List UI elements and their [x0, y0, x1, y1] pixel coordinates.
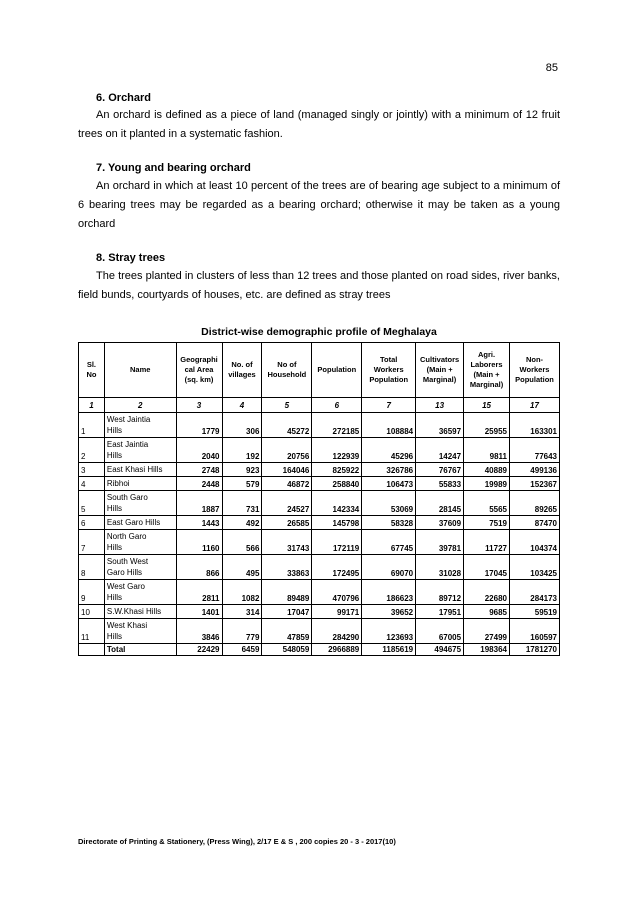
table-cell: 11727: [464, 530, 510, 555]
page-number: 85: [545, 62, 558, 74]
table-cell: 160597: [509, 619, 559, 644]
district-name: West Jaintia Hills: [104, 413, 176, 438]
table-cell: 19989: [464, 477, 510, 491]
table-cell: 69070: [362, 555, 416, 580]
table-cell: 24527: [262, 491, 312, 516]
table-cell: 9685: [464, 605, 510, 619]
district-name: Ribhoi: [104, 477, 176, 491]
table-cell: 731: [222, 491, 262, 516]
table-cell: 866: [176, 555, 222, 580]
table-row: [79, 438, 560, 463]
serial-number: 4: [79, 477, 105, 491]
table-body: [79, 413, 560, 656]
heading-young-bearing-orchard: 7. Young and bearing orchard: [96, 162, 251, 174]
table-cell: 45272: [262, 413, 312, 438]
table-cell: 779: [222, 619, 262, 644]
column-header: Sl. No: [79, 343, 105, 398]
table-row: [79, 477, 560, 491]
district-name: S.W.Khasi Hills: [104, 605, 176, 619]
table-cell: 37609: [416, 516, 464, 530]
district-name: South West Garo Hills: [104, 555, 176, 580]
table-cell: 46872: [262, 477, 312, 491]
table-cell: 825922: [312, 463, 362, 477]
table-cell: 7519: [464, 516, 510, 530]
district-name: South Garo Hills: [104, 491, 176, 516]
table-cell: 45296: [362, 438, 416, 463]
table-cell: 492: [222, 516, 262, 530]
demographic-table: [78, 342, 560, 656]
column-number: 5: [262, 398, 312, 413]
paragraph-stray-trees: The trees planted in clusters of less than 12 trees and those planted on road sides, river banks, field bunds, courtyards of houses, etc. are defined as stray trees: [78, 270, 560, 301]
column-number: 13: [416, 398, 464, 413]
column-header: Total Workers Population: [362, 343, 416, 398]
table-cell: 67005: [416, 619, 464, 644]
table-cell: 103425: [509, 555, 559, 580]
serial-number: 3: [79, 463, 105, 477]
total-cell: 198364: [464, 644, 510, 656]
table-cell: 923: [222, 463, 262, 477]
table-cell: 99171: [312, 605, 362, 619]
table-cell: 284173: [509, 580, 559, 605]
serial-number: 11: [79, 619, 105, 644]
column-number: 6: [312, 398, 362, 413]
table-row: [79, 530, 560, 555]
table-cell: 53069: [362, 491, 416, 516]
total-cell: 1185619: [362, 644, 416, 656]
table-cell: 89712: [416, 580, 464, 605]
total-label: Total: [104, 644, 176, 656]
table-row: [79, 413, 560, 438]
heading-orchard: 6. Orchard: [96, 92, 152, 104]
table-cell: 152367: [509, 477, 559, 491]
total-cell: 1781270: [509, 644, 559, 656]
column-number: 4: [222, 398, 262, 413]
table-cell: 87470: [509, 516, 559, 530]
table-cell: 314: [222, 605, 262, 619]
table-cell: 192: [222, 438, 262, 463]
table-cell: 3846: [176, 619, 222, 644]
table-cell: 284290: [312, 619, 362, 644]
table-cell: 326786: [362, 463, 416, 477]
table-cell: 172119: [312, 530, 362, 555]
table-caption: District-wise demographic profile of Meghalaya: [201, 326, 437, 338]
table-cell: 39652: [362, 605, 416, 619]
table-row: [79, 605, 560, 619]
column-header: No of Household: [262, 343, 312, 398]
serial-number: 1: [79, 413, 105, 438]
district-name: North Garo Hills: [104, 530, 176, 555]
paragraph-young-bearing-orchard: An orchard in which at least 10 percent of the trees are of bearing age subject to a minimum of 6 bearing trees may be regarded as a bearing orchard; otherwise it may be taken as a young orchard: [78, 180, 560, 230]
table-cell: 2040: [176, 438, 222, 463]
column-number: 15: [464, 398, 510, 413]
table-cell: 14247: [416, 438, 464, 463]
table-cell: 17045: [464, 555, 510, 580]
table-cell: 31028: [416, 555, 464, 580]
table-cell: 1887: [176, 491, 222, 516]
table-cell: 9811: [464, 438, 510, 463]
table-cell: 40889: [464, 463, 510, 477]
serial-number: 9: [79, 580, 105, 605]
column-header: Name: [104, 343, 176, 398]
table-cell: 1779: [176, 413, 222, 438]
table-cell: 17047: [262, 605, 312, 619]
table-cell: 579: [222, 477, 262, 491]
table-cell: 59519: [509, 605, 559, 619]
column-header: Cultivators (Main + Marginal): [416, 343, 464, 398]
table-cell: 47859: [262, 619, 312, 644]
table-cell: 108884: [362, 413, 416, 438]
table-cell: 1160: [176, 530, 222, 555]
table-header-row: [79, 343, 560, 398]
column-header: Non- Workers Population: [509, 343, 559, 398]
table-cell: 172495: [312, 555, 362, 580]
total-cell: 22429: [176, 644, 222, 656]
table-cell: 33863: [262, 555, 312, 580]
heading-stray-trees: 8. Stray trees: [96, 252, 166, 264]
table-cell: 2811: [176, 580, 222, 605]
table-cell: 122939: [312, 438, 362, 463]
table-cell: 58328: [362, 516, 416, 530]
table-cell: 164046: [262, 463, 312, 477]
table-cell: 76767: [416, 463, 464, 477]
table-cell: 145798: [312, 516, 362, 530]
table-cell: 142334: [312, 491, 362, 516]
district-name: East Khasi Hills: [104, 463, 176, 477]
total-cell: 6459: [222, 644, 262, 656]
paragraph-orchard: An orchard is defined as a piece of land (managed singly or jointly) with a minimum of 12 fruit trees on it planted in a systematic fashion.: [78, 109, 560, 140]
column-header: Agri. Laborers (Main + Marginal): [464, 343, 510, 398]
column-header: Geographi cal Area (sq. km): [176, 343, 222, 398]
table-cell: 186623: [362, 580, 416, 605]
table-cell: 31743: [262, 530, 312, 555]
column-number: 2: [104, 398, 176, 413]
table-cell: 67745: [362, 530, 416, 555]
total-cell: [79, 644, 105, 656]
table-row: [79, 491, 560, 516]
table-cell: 258840: [312, 477, 362, 491]
table-cell: 55833: [416, 477, 464, 491]
serial-number: 7: [79, 530, 105, 555]
serial-number: 6: [79, 516, 105, 530]
footer-text: Directorate of Printing & Stationery, (Press Wing), 2/17 E & S , 200 copies 20 - 3 - 2017(10): [78, 837, 396, 846]
table-cell: 106473: [362, 477, 416, 491]
table-cell: 77643: [509, 438, 559, 463]
table-cell: 1401: [176, 605, 222, 619]
district-name: West Khasi Hills: [104, 619, 176, 644]
table-cell: 123693: [362, 619, 416, 644]
table-cell: 20756: [262, 438, 312, 463]
column-number-row: [79, 398, 560, 413]
total-row: [79, 644, 560, 656]
table-cell: 22680: [464, 580, 510, 605]
table-cell: 104374: [509, 530, 559, 555]
table-cell: 39781: [416, 530, 464, 555]
column-number: 1: [79, 398, 105, 413]
district-name: East Garo Hills: [104, 516, 176, 530]
table-row: [79, 463, 560, 477]
table-cell: 470796: [312, 580, 362, 605]
serial-number: 8: [79, 555, 105, 580]
total-cell: 494675: [416, 644, 464, 656]
table-cell: 306: [222, 413, 262, 438]
total-cell: 548059: [262, 644, 312, 656]
table-cell: 163301: [509, 413, 559, 438]
column-number: 17: [509, 398, 559, 413]
table-row: [79, 619, 560, 644]
table-row: [79, 516, 560, 530]
table-cell: 272185: [312, 413, 362, 438]
serial-number: 2: [79, 438, 105, 463]
table-cell: 1082: [222, 580, 262, 605]
column-number: 3: [176, 398, 222, 413]
column-header: No. of villages: [222, 343, 262, 398]
table-cell: 89489: [262, 580, 312, 605]
district-name: West Garo Hills: [104, 580, 176, 605]
table-cell: 89265: [509, 491, 559, 516]
column-number: 7: [362, 398, 416, 413]
table-cell: 28145: [416, 491, 464, 516]
table-cell: 566: [222, 530, 262, 555]
table-cell: 26585: [262, 516, 312, 530]
serial-number: 5: [79, 491, 105, 516]
serial-number: 10: [79, 605, 105, 619]
table-cell: 17951: [416, 605, 464, 619]
table-cell: 27499: [464, 619, 510, 644]
table-cell: 5565: [464, 491, 510, 516]
table-cell: 499136: [509, 463, 559, 477]
total-cell: 2966889: [312, 644, 362, 656]
column-header: Population: [312, 343, 362, 398]
table-cell: 2448: [176, 477, 222, 491]
table-cell: 25955: [464, 413, 510, 438]
district-name: East Jaintia Hills: [104, 438, 176, 463]
table-cell: 1443: [176, 516, 222, 530]
table-row: [79, 580, 560, 605]
table-cell: 2748: [176, 463, 222, 477]
table-cell: 36597: [416, 413, 464, 438]
table-row: [79, 555, 560, 580]
table-cell: 495: [222, 555, 262, 580]
